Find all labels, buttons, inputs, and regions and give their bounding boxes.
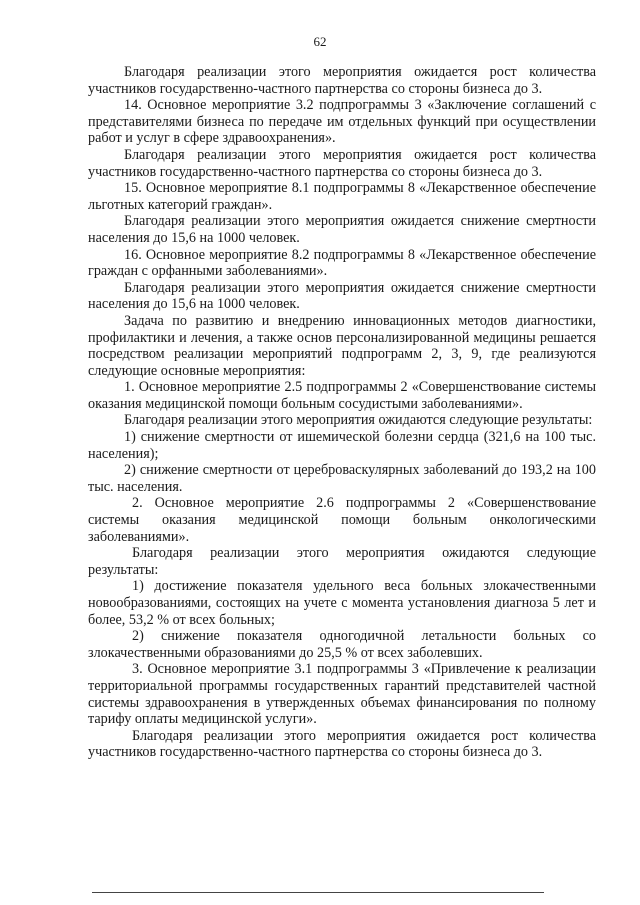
paragraph: 15. Основное мероприятие 8.1 подпрограммы 8 «Лекарственное обеспечение льготных категорий граждан». <box>88 180 596 213</box>
paragraph: Благодаря реализации этого мероприятия ожидается рост количества участников государственно-частного партнерства со стороны бизнеса до 3. <box>88 146 596 180</box>
body-text <box>88 64 596 761</box>
paragraph: Благодаря реализации этого мероприятия ожидаются следующие результаты: <box>124 412 593 429</box>
paragraph: Благодаря реализации этого мероприятия ожидаются следующие результаты: <box>88 545 596 578</box>
paragraph: 14. Основное мероприятие 3.2 подпрограммы 3 «Заключение соглашений с представителями бизнеса по передаче им отдельных функций при осуществлении работ и услуг в сфере здравоохранения». <box>88 97 596 147</box>
paragraph: 2) снижение смертности от цереброваскулярных заболеваний до 193,2 на 100 тыс. населения. <box>88 462 596 495</box>
paragraph: 2. Основное мероприятие 2.6 подпрограммы 2 «Совершенствование системы оказания медицинской помощи больным онкологическими заболеваниями». <box>88 495 596 545</box>
paragraph: 3. Основное мероприятие 3.1 подпрограммы 3 «Привлечение к реализации территориальной программы государственных гарантий представителей частной системы здравоохранения в утвержденных объемах финансирования по полному тарифу оплаты медицинской услуги». <box>88 661 596 728</box>
paragraph: 1) достижение показателя удельного веса больных злокачественными новообразованиями, состоящих на учете с момента установления диагноза 5 лет и более, 53,2 % от всех больных; <box>88 578 596 628</box>
paragraph: Благодаря реализации этого мероприятия ожидается снижение смертности населения до 15,6 на 1000 человек. <box>88 279 596 313</box>
paragraph: Благодаря реализации этого мероприятия ожидается рост количества участников государственно-частного партнерства со стороны бизнеса до 3. <box>88 64 596 97</box>
page-number: 62 <box>313 34 327 49</box>
paragraph: 16. Основное мероприятие 8.2 подпрограммы 8 «Лекарственное обеспечение граждан с орфанными заболеваниями». <box>88 246 596 280</box>
paragraph: Благодаря реализации этого мероприятия ожидается снижение смертности населения до 15,6 на 1000 человек. <box>88 213 596 246</box>
paragraph: 2) снижение показателя одногодичной летальности больных со злокачественными образованиями до 25,5 % от всех заболевших. <box>88 628 596 661</box>
paragraph: 1. Основное мероприятие 2.5 подпрограммы 2 «Совершенствование системы оказания медицинской помощи больным сосудистыми заболеваниями». <box>88 379 596 412</box>
paragraph: Задача по развитию и внедрению инновационных методов диагностики, профилактики и лечения, а также основ персонализированной медицины решается посредством реализации мероприятий подпрограмм 2, 3, 9, где реализуются следующие основные мероприятия: <box>88 312 596 379</box>
footer-rule <box>92 892 544 893</box>
paragraph: Благодаря реализации этого мероприятия ожидается рост количества участников государственно-частного партнерства со стороны бизнеса до 3. <box>88 727 596 761</box>
paragraph: 1) снижение смертности от ишемической болезни сердца (321,6 на 100 тыс. населения); <box>88 429 596 462</box>
